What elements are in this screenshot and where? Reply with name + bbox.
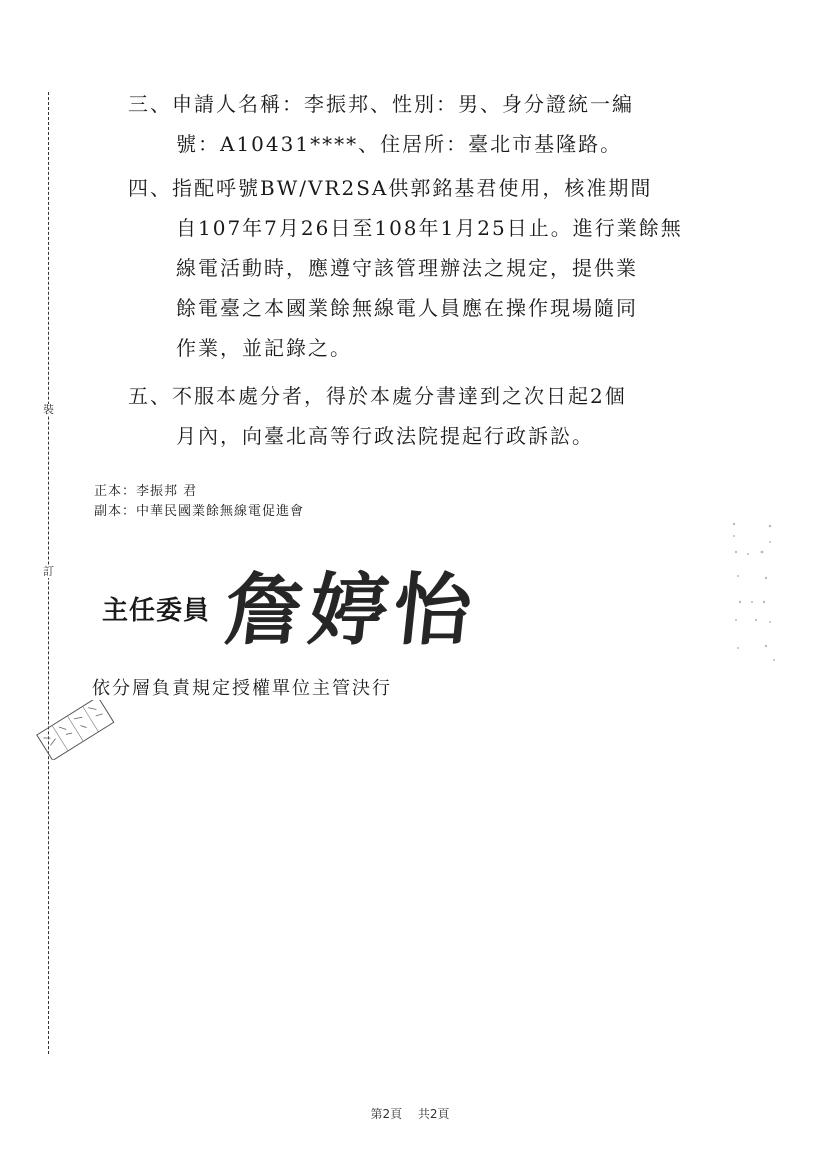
item-line: 餘電臺之本國業餘無線電人員應在操作現場隨同 <box>176 296 638 320</box>
item-line: 自107年7月26日至108年1月25日止。進行業餘無 <box>176 216 683 240</box>
binding-mark-mid: 訂 <box>43 565 54 578</box>
cc-copy: 副本：中華民國業餘無線電促進會 <box>94 504 305 519</box>
item-line: 線電活動時，應遵守該管理辦法之規定，提供業 <box>176 256 638 280</box>
page-footer <box>0 1105 820 1122</box>
binding-mark-top: 裝 <box>43 403 54 416</box>
signature-name: 詹婷怡 <box>220 565 483 656</box>
item-line: 四、指配呼號BW/VR2SA供郭銘基君使用，核准期間 <box>128 176 653 200</box>
item-line: 三、申請人名稱：李振邦、性別：男、身分證統一編 <box>128 92 634 116</box>
item-four <box>128 168 728 368</box>
item-line: 號：A10431****、住居所：臺北市基隆路。 <box>176 132 623 156</box>
item-five <box>128 376 728 456</box>
seal-stamp-icon <box>30 700 120 760</box>
page-total: 共2頁 <box>417 1107 450 1121</box>
signature-title: 主任委員 <box>102 596 211 626</box>
item-line: 月內，向臺北高等行政法院提起行政訴訟。 <box>176 424 594 448</box>
cc-original: 正本：李振邦 君 <box>94 484 198 499</box>
page-number: 第2頁 <box>370 1107 403 1121</box>
delegation-note: 依分層負責規定授權單位主管決行 <box>92 678 392 699</box>
scan-noise-marks <box>726 516 786 666</box>
item-line: 作業，並記錄之。 <box>176 336 352 360</box>
item-three <box>128 84 728 164</box>
item-line: 五、不服本處分者，得於本處分書達到之次日起2個 <box>128 384 627 408</box>
